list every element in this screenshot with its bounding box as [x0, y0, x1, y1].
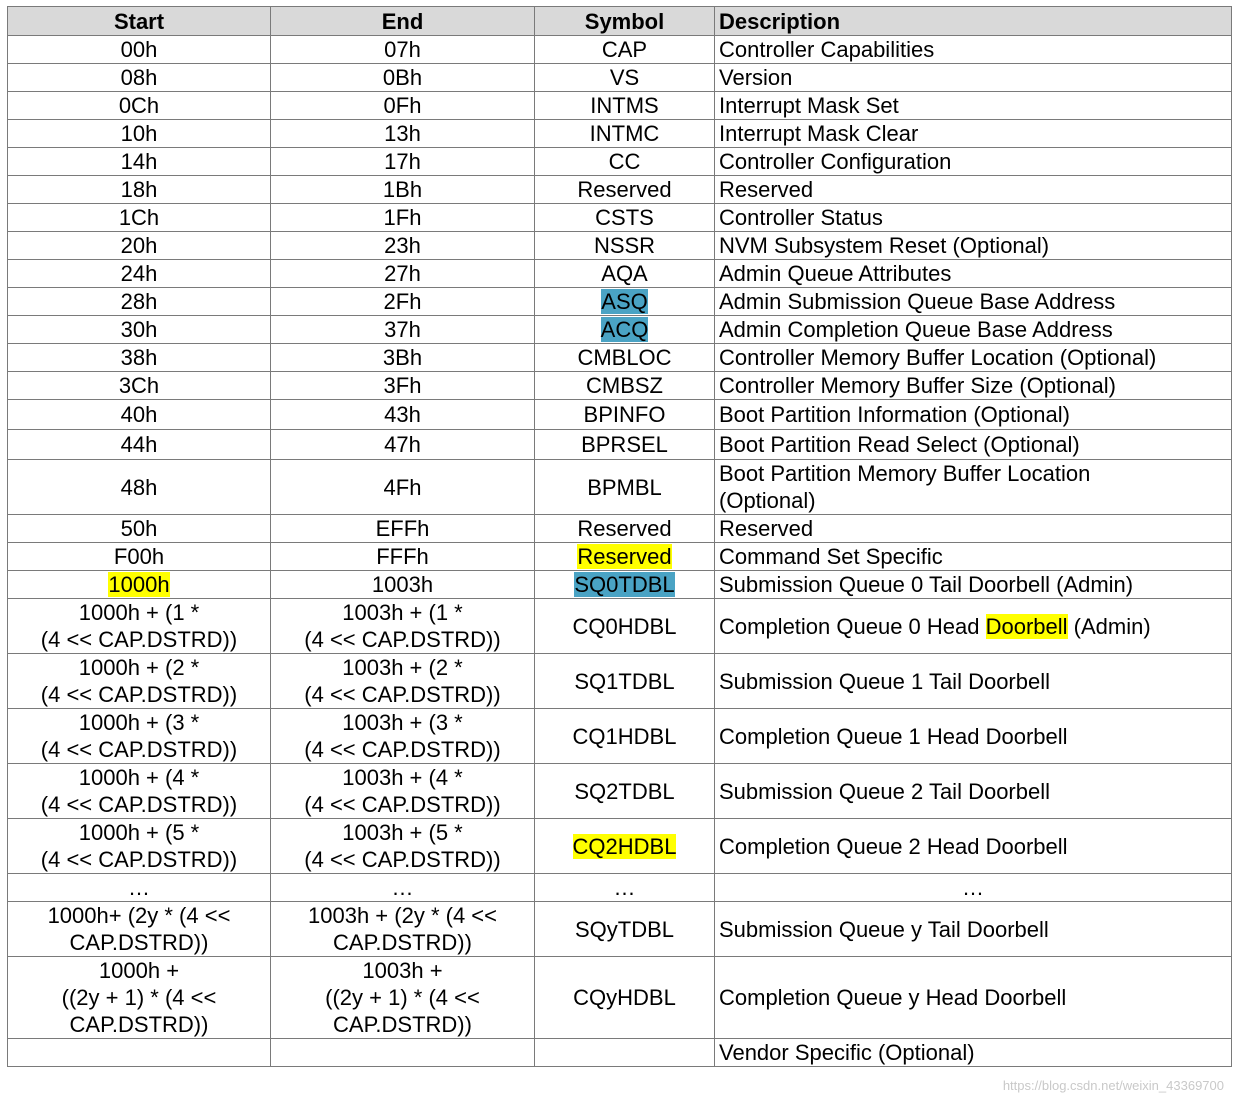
start-cell: 48h — [8, 460, 271, 515]
end-line: 1003h + — [362, 958, 443, 983]
start-line: (4 << CAP.DSTRD)) — [40, 682, 238, 707]
symbol-cell — [535, 1039, 715, 1067]
symbol-cell — [535, 288, 715, 316]
description-line: Boot Partition Memory Buffer Location — [719, 461, 1091, 486]
description-cell: Controller Memory Buffer Size (Optional) — [715, 372, 1232, 400]
symbol-cell: … — [535, 874, 715, 902]
start-line: 1000h + — [98, 958, 180, 983]
symbol-cell: CQ1HDBL — [535, 709, 715, 764]
table-row — [8, 344, 1232, 372]
end-line: 1003h + (1 * — [342, 600, 463, 625]
description-cell: Version — [715, 64, 1232, 92]
end-cell: 2Fh — [271, 288, 535, 316]
description-cell: Completion Queue 1 Head Doorbell — [715, 709, 1232, 764]
end-cell — [271, 709, 535, 764]
table-row — [8, 64, 1232, 92]
description-cell: Controller Status — [715, 204, 1232, 232]
symbol-cell: Reserved — [535, 176, 715, 204]
description-cell: Submission Queue 1 Tail Doorbell — [715, 654, 1232, 709]
description-cell: Reserved — [715, 515, 1232, 543]
table-row — [8, 764, 1232, 819]
end-cell: EFFh — [271, 515, 535, 543]
description-cell: Completion Queue 2 Head Doorbell — [715, 819, 1232, 874]
header-end: End — [271, 7, 535, 36]
end-cell: 4Fh — [271, 460, 535, 515]
start-cell: 50h — [8, 515, 271, 543]
table-row — [8, 372, 1232, 400]
table-row — [8, 120, 1232, 148]
end-line: 1003h + (3 * — [342, 710, 463, 735]
table-row — [8, 654, 1232, 709]
description-cell: Reserved — [715, 176, 1232, 204]
end-cell — [271, 957, 535, 1039]
symbol-highlight: ASQ — [601, 289, 648, 314]
symbol-cell: BPMBL — [535, 460, 715, 515]
end-cell: FFFh — [271, 543, 535, 571]
description-cell: Interrupt Mask Clear — [715, 120, 1232, 148]
table-row — [8, 316, 1232, 344]
start-line: 1000h + (4 * — [78, 765, 200, 790]
register-map-table — [7, 6, 1232, 1067]
description-text: (Admin) — [1067, 613, 1151, 639]
start-line: CAP.DSTRD)) — [69, 1012, 209, 1037]
symbol-cell: Reserved — [535, 515, 715, 543]
start-cell: 3Ch — [8, 372, 271, 400]
table-row — [8, 92, 1232, 120]
start-cell: 14h — [8, 148, 271, 176]
table-row — [8, 36, 1232, 64]
description-cell: Boot Partition Read Select (Optional) — [715, 430, 1232, 460]
start-cell: 18h — [8, 176, 271, 204]
start-cell: 44h — [8, 430, 271, 460]
table-row — [8, 460, 1232, 515]
end-line: 1003h + (4 * — [342, 765, 463, 790]
start-line: ((2y + 1) * (4 << — [61, 985, 217, 1010]
end-cell — [271, 599, 535, 654]
start-cell — [8, 902, 271, 957]
description-line: (Optional) — [719, 488, 816, 513]
table-row — [8, 260, 1232, 288]
end-line: (4 << CAP.DSTRD)) — [304, 627, 501, 652]
end-cell — [271, 764, 535, 819]
description-cell: Vendor Specific (Optional) — [715, 1039, 1232, 1067]
start-cell — [8, 764, 271, 819]
symbol-cell: BPRSEL — [535, 430, 715, 460]
description-cell: Submission Queue y Tail Doorbell — [715, 902, 1232, 957]
description-cell: … — [715, 874, 1232, 902]
table-row — [8, 204, 1232, 232]
end-line: 1003h + (2y * (4 << — [308, 903, 497, 928]
description-cell: Submission Queue 0 Tail Doorbell (Admin) — [715, 571, 1232, 599]
description-highlight: Doorbell — [985, 613, 1068, 639]
symbol-highlight: SQ0TDBL — [574, 572, 675, 597]
symbol-cell: BPINFO — [535, 400, 715, 430]
end-cell: 17h — [271, 148, 535, 176]
start-cell — [8, 819, 271, 874]
start-cell: 24h — [8, 260, 271, 288]
description-cell: Submission Queue 2 Tail Doorbell — [715, 764, 1232, 819]
symbol-highlight: Reserved — [577, 544, 672, 569]
end-cell: 27h — [271, 260, 535, 288]
symbol-cell: VS — [535, 64, 715, 92]
end-line: (4 << CAP.DSTRD)) — [304, 682, 501, 707]
description-cell — [715, 599, 1232, 654]
description-cell — [715, 460, 1232, 515]
table-row — [8, 176, 1232, 204]
end-line: 1003h + (5 * — [342, 820, 463, 845]
description-cell: Completion Queue y Head Doorbell — [715, 957, 1232, 1039]
start-cell: 0Ch — [8, 92, 271, 120]
start-cell: F00h — [8, 543, 271, 571]
symbol-cell — [535, 819, 715, 874]
end-cell: 1003h — [271, 571, 535, 599]
description-cell: Admin Completion Queue Base Address — [715, 316, 1232, 344]
symbol-cell: CAP — [535, 36, 715, 64]
end-cell — [271, 1039, 535, 1067]
start-cell: 40h — [8, 400, 271, 430]
end-line: (4 << CAP.DSTRD)) — [304, 792, 501, 817]
start-cell: 38h — [8, 344, 271, 372]
start-cell: … — [8, 874, 271, 902]
header-symbol: Symbol — [535, 7, 715, 36]
end-line: (4 << CAP.DSTRD)) — [304, 847, 501, 872]
symbol-cell — [535, 316, 715, 344]
symbol-cell: CMBLOC — [535, 344, 715, 372]
table-row — [8, 148, 1232, 176]
start-line: (4 << CAP.DSTRD)) — [40, 847, 238, 872]
header-start: Start — [8, 7, 271, 36]
end-line: (4 << CAP.DSTRD)) — [304, 737, 501, 762]
end-line: CAP.DSTRD)) — [333, 1012, 472, 1037]
start-cell: 30h — [8, 316, 271, 344]
end-cell: 07h — [271, 36, 535, 64]
end-cell: 1Fh — [271, 204, 535, 232]
start-line: CAP.DSTRD)) — [69, 930, 209, 955]
end-cell: 43h — [271, 400, 535, 430]
table-row — [8, 1039, 1232, 1067]
end-cell: 3Fh — [271, 372, 535, 400]
table-row — [8, 599, 1232, 654]
description-cell: Controller Capabilities — [715, 36, 1232, 64]
header-description: Description — [715, 7, 1232, 36]
description-text: Completion Queue 0 Head — [719, 613, 986, 639]
symbol-cell: INTMS — [535, 92, 715, 120]
start-cell — [8, 957, 271, 1039]
table-row — [8, 430, 1232, 460]
table-row — [8, 543, 1232, 571]
table-row — [8, 902, 1232, 957]
end-cell: 1Bh — [271, 176, 535, 204]
description-cell: Controller Memory Buffer Location (Optional) — [715, 344, 1232, 372]
description-cell: Boot Partition Information (Optional) — [715, 400, 1232, 430]
header-row — [8, 7, 1232, 36]
description-cell: Controller Configuration — [715, 148, 1232, 176]
table-row — [8, 400, 1232, 430]
start-cell — [8, 571, 271, 599]
start-cell — [8, 1039, 271, 1067]
symbol-highlight: CQ2HDBL — [572, 833, 677, 859]
end-cell — [271, 902, 535, 957]
table-row — [8, 819, 1232, 874]
start-line: 1000h + (1 * — [78, 600, 200, 625]
end-cell: 3Bh — [271, 344, 535, 372]
end-cell: … — [271, 874, 535, 902]
symbol-cell: CMBSZ — [535, 372, 715, 400]
symbol-cell: INTMC — [535, 120, 715, 148]
description-cell: Admin Submission Queue Base Address — [715, 288, 1232, 316]
symbol-cell: CSTS — [535, 204, 715, 232]
symbol-cell: CC — [535, 148, 715, 176]
symbol-cell: NSSR — [535, 232, 715, 260]
symbol-cell: SQ2TDBL — [535, 764, 715, 819]
start-cell: 20h — [8, 232, 271, 260]
symbol-cell: AQA — [535, 260, 715, 288]
description-cell: Admin Queue Attributes — [715, 260, 1232, 288]
symbol-cell: CQyHDBL — [535, 957, 715, 1039]
start-line: (4 << CAP.DSTRD)) — [40, 792, 238, 817]
start-cell — [8, 709, 271, 764]
symbol-cell — [535, 543, 715, 571]
start-line: 1000h + (2 * — [78, 655, 200, 680]
symbol-cell: CQ0HDBL — [535, 599, 715, 654]
end-line: ((2y + 1) * (4 << — [325, 985, 480, 1010]
symbol-cell — [535, 571, 715, 599]
start-cell: 08h — [8, 64, 271, 92]
table-row — [8, 957, 1232, 1039]
table-row — [8, 288, 1232, 316]
end-cell: 0Bh — [271, 64, 535, 92]
symbol-cell: SQ1TDBL — [535, 654, 715, 709]
end-cell — [271, 654, 535, 709]
symbol-cell: SQyTDBL — [535, 902, 715, 957]
start-line: (4 << CAP.DSTRD)) — [40, 737, 238, 762]
watermark: https://blog.csdn.net/weixin_43369700 — [1002, 1078, 1224, 1093]
description-cell: Command Set Specific — [715, 543, 1232, 571]
end-cell: 0Fh — [271, 92, 535, 120]
end-cell: 23h — [271, 232, 535, 260]
table-row — [8, 571, 1232, 599]
end-line: 1003h + (2 * — [342, 655, 463, 680]
start-cell: 00h — [8, 36, 271, 64]
table-row — [8, 709, 1232, 764]
symbol-highlight: ACQ — [600, 317, 649, 342]
start-cell: 1Ch — [8, 204, 271, 232]
description-cell: NVM Subsystem Reset (Optional) — [715, 232, 1232, 260]
table-row — [8, 874, 1232, 902]
end-cell: 13h — [271, 120, 535, 148]
start-line: 1000h + (3 * — [78, 710, 200, 735]
start-cell: 28h — [8, 288, 271, 316]
end-cell: 47h — [271, 430, 535, 460]
description-cell: Interrupt Mask Set — [715, 92, 1232, 120]
end-cell: 37h — [271, 316, 535, 344]
start-cell — [8, 654, 271, 709]
end-cell — [271, 819, 535, 874]
table-row — [8, 232, 1232, 260]
start-cell: 10h — [8, 120, 271, 148]
start-cell — [8, 599, 271, 654]
table-row — [8, 515, 1232, 543]
start-line: (4 << CAP.DSTRD)) — [40, 627, 238, 652]
start-line: 1000h+ (2y * (4 << — [47, 903, 231, 928]
start-highlight: 1000h — [108, 572, 170, 597]
start-line: 1000h + (5 * — [78, 820, 200, 845]
end-line: CAP.DSTRD)) — [333, 930, 472, 955]
